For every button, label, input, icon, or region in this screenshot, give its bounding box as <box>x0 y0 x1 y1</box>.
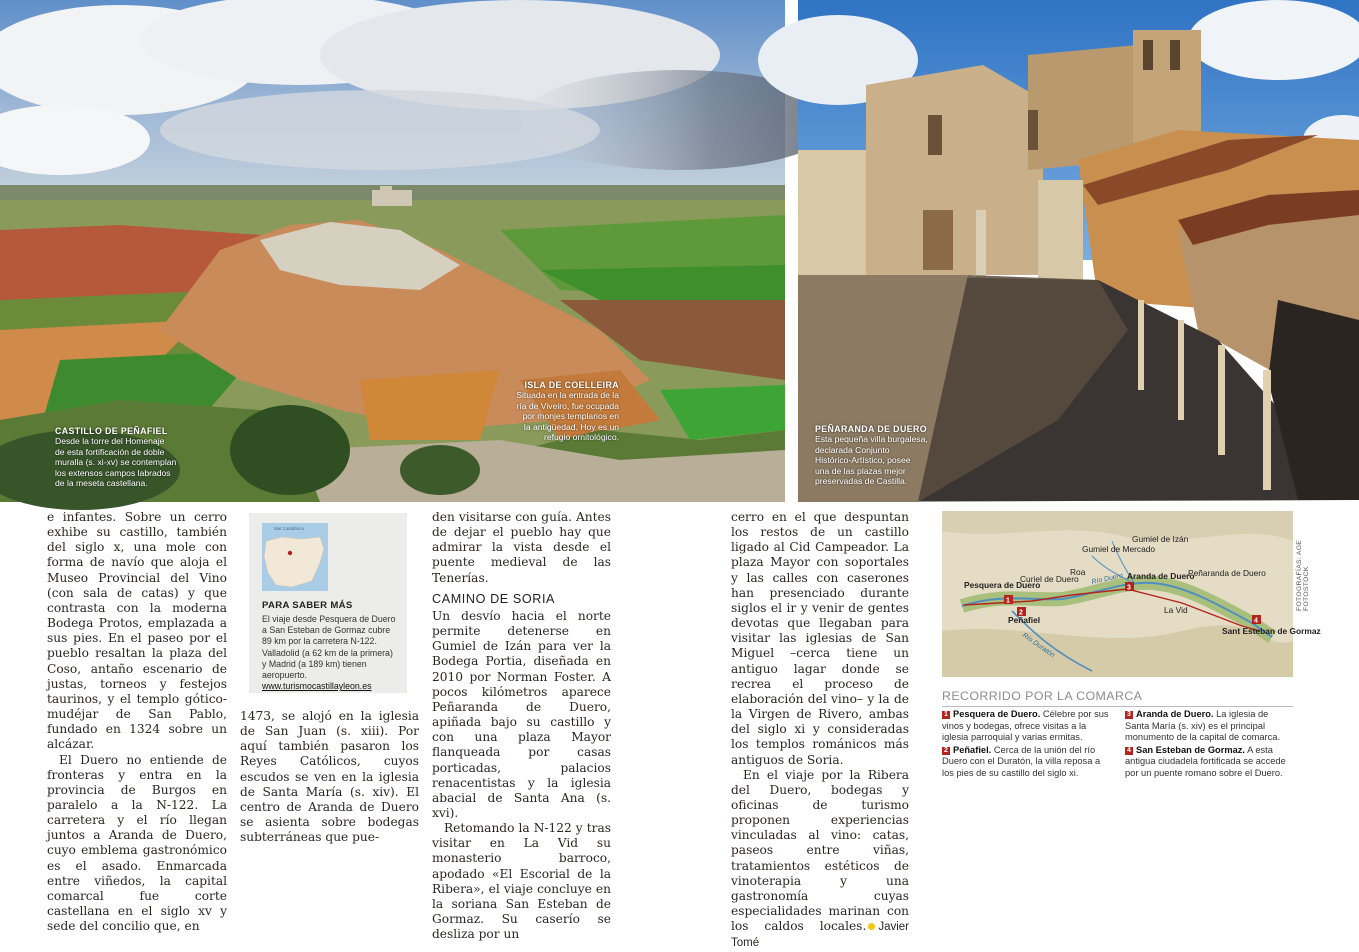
caption-penafiel-line: Desde la torre del Homenaje <box>55 436 165 447</box>
route-item-text: Célebre por sus vinos y bodegas, ofrece visitas a la iglesia parroquial y varias ermitas. <box>942 709 1109 743</box>
map-label: Peñafiel <box>1008 615 1041 625</box>
route-number: 3 <box>1125 711 1133 719</box>
route-item-text: A esta antigua ciudadela fortificada se accede por un puente romano sobre el Duero. <box>1125 744 1286 778</box>
paragraph-text: En el viaje por la Ribera del Duero, bodegas y oficinas de turismo proponen experiencias vinculadas al vino: catas, paseos entre viñas, tratamientos estéticos de vinoterapia y una gastronomía cuyas especialidades marinan con los caldos locales. <box>731 767 909 934</box>
caption-coelleira-line: por monjes templarios en <box>522 411 619 422</box>
river-label: Río Duero <box>1090 572 1124 586</box>
info-box <box>249 513 407 693</box>
article-column-4 <box>731 510 909 952</box>
map-label: Curiel de Duero <box>1020 574 1079 584</box>
route-list-right <box>1125 709 1295 781</box>
photo-credit: FOTOGRAFÍAS: AGE FOTOSTOCK <box>1296 539 1310 611</box>
route-item <box>942 745 1114 780</box>
route-number: 1 <box>942 711 950 719</box>
caption-penafiel-line: muralla (s. xi-xv) se contemplan <box>55 457 177 468</box>
route-heading: RECORRIDO POR LA COMARCA <box>942 689 1143 703</box>
caption-penaranda-line: Esta pequeña villa burgalesa, <box>815 434 928 445</box>
paragraph <box>731 768 909 952</box>
route-item-text: La iglesia de Santa María (s. xiv) es el principal monumento de la capital de comarca. <box>1125 709 1281 743</box>
map-label: Pesquera de Duero <box>964 580 1041 590</box>
photo-penafiel-landscape <box>0 0 785 502</box>
caption-penafiel-line: los extensos campos labrados <box>55 467 171 478</box>
paragraph: 1473, se alojó en la iglesia de San Juan (s. xiii). Por aquí también pasaron los Reyes Católicos, cuyos escudos se ven en la iglesia de Santa María (s. xiv). El centro de Aranda de Duero se asienta sobre bodegas subterráneas que pue- <box>240 709 419 845</box>
svg-text:4: 4 <box>1254 617 1258 625</box>
paragraph: El Duero no entiende de fronteras y entra en la provincia de Burgos en paralelo a la N-122. La carretera y el río llegan juntos a Aranda de Duero, cuyo emblema gastronómico es el asado. Enmarcada entre viñedos, la capital comarcal fue corte castellana en el siglo xv y sede del concilio que, en <box>47 752 227 934</box>
map-sea-label: Mar Cantábrico <box>274 526 305 531</box>
caption-penaranda <box>815 424 928 486</box>
river-label: Río Duratón <box>1020 631 1056 660</box>
route-item-name: Aranda de Duero. <box>1136 709 1214 719</box>
map-label: La Vid <box>1164 605 1188 615</box>
caption-penafiel <box>55 426 176 488</box>
info-box-text <box>262 614 398 692</box>
caption-penafiel-line: de esta fortificación de doble <box>55 446 165 457</box>
caption-coelleira-line: Situada en la entrada de la <box>516 390 619 401</box>
section-heading: CAMINO DE SORIA <box>432 591 556 606</box>
map-label: Peñaranda de Duero <box>1188 568 1266 578</box>
caption-coelleira-line: ría de Viveiro, fue ocupada <box>516 400 619 411</box>
caption-coelleira <box>495 380 619 442</box>
caption-penafiel-line: de la meseta castellana. <box>55 478 148 489</box>
caption-penaranda-title: PEÑARANDA DE DUERO <box>815 424 927 434</box>
caption-penafiel-title: CASTILLO DE PEÑAFIEL <box>55 426 168 436</box>
route-list-left <box>942 709 1114 781</box>
route-number: 4 <box>1125 747 1133 755</box>
paragraph: Un desvío hacia el norte permite detenerse en Gumiel de Izán para ver la Bodega Portia, diseñada en 2010 por Norman Foster. A pocos kilómetros aparece Peñaranda de Duero, apiñada bajo su castillo y con una plaza Mayor flanqueada por casas porticadas, palacios renacentistas y la iglesia abacial de Santa Ana (s. xvi). <box>432 608 611 820</box>
caption-penaranda-line: declarada Conjunto <box>815 444 890 455</box>
route-item-name: San Esteban de Gormaz. <box>1136 744 1246 755</box>
route-item-text: Cerca de la unión del río Duero con el Duratón, la villa reposa a los pies de su castillo del siglo xi. <box>942 744 1101 778</box>
route-item <box>1125 709 1295 744</box>
svg-text:1: 1 <box>1006 597 1010 605</box>
route-item <box>1125 745 1295 780</box>
article-column-1 <box>47 510 227 934</box>
route-item-name: Peñafiel. <box>953 744 992 755</box>
paragraph: den visitarse con guía. Antes de dejar el pueblo hay que admirar la vista desde el puente medieval de las Tenerías. <box>432 510 611 585</box>
svg-text:2: 2 <box>1019 609 1023 617</box>
photo-penaranda-plaza <box>798 0 1359 502</box>
route-divider <box>942 706 1293 707</box>
author-signature: Javier Tomé <box>731 921 909 950</box>
article-column-2 <box>240 709 419 845</box>
paragraph: cerro en el que despuntan los restos de un castillo ligado al Cid Campeador. La plaza Mayor con soportales y las calles con caserones han presenciado durante siglos el ir y venir de gentes devotas que llegaban para visitar las iglesias de San Miguel –cerca tiene un antiguo lagar donde se recrea el proceso de elaboración del vino– y la de la Virgen de Rivero, ambas del siglo xi y consideradas los templos románicos más antiguos de Soria. <box>731 510 909 767</box>
svg-text:3: 3 <box>1127 584 1131 592</box>
info-box-title: PARA SABER MÁS <box>262 600 353 611</box>
article-column-3 <box>432 510 611 942</box>
map-label: Aranda de Duero <box>1127 571 1195 581</box>
route-number: 2 <box>942 747 950 755</box>
info-box-body: El viaje desde Pesquera de Duero a San Esteban de Gormaz cubre 89 km por la carretera N-122. Valladolid (a 62 km de la primera) y Madrid (a 189 km) tienen aeropuerto. <box>262 614 396 681</box>
caption-penaranda-line: una de las plazas mejor <box>815 465 906 476</box>
route-item <box>942 709 1114 744</box>
caption-coelleira-line: la antigüedad. Hoy es un <box>523 421 619 432</box>
caption-penaranda-line: preservadas de Castilla. <box>815 476 908 487</box>
map-label: Gumiel de Mercado <box>1082 544 1156 554</box>
caption-coelleira-line: refugio ornitológico. <box>543 432 619 443</box>
map-label: Roa <box>1070 567 1086 577</box>
tourism-link[interactable]: www.turismocastillayleon.es <box>262 681 372 692</box>
caption-coelleira-title: ISLA DE COELLEIRA <box>524 380 619 390</box>
map-label: Gumiel de Izán <box>1132 534 1189 544</box>
route-item-name: Pesquera de Duero. <box>953 709 1041 719</box>
spain-locator-map <box>262 523 328 591</box>
end-mark-icon <box>868 923 875 930</box>
map-label: Sant Esteban de Gormaz <box>1222 626 1321 636</box>
caption-penaranda-line: Histórico-Artístico, posee <box>815 455 911 466</box>
paragraph: Retomando la N-122 y tras visitar en La Vid su monasterio barroco, apodado «El Escorial de la Ribera», el viaje concluye en la soriana San Esteban de Gormaz. Su caserío se desliza por un <box>432 821 611 942</box>
paragraph: e infantes. Sobre un cerro exhibe su castillo, también del siglo x, una mole con forma de navío que aloja el Museo Provincial del Vino (con sala de catas) y que contrasta con la moderna Bodega Protos, emplazada a sus pies. En el paseo por el pueblo resaltan la plaza del Coso, antaño escenario de justas, torneos y festejos taurinos, y el templo gótico-mudéjar de San Pablo, fundado en 1324 sobre un alcázar. <box>47 510 227 752</box>
